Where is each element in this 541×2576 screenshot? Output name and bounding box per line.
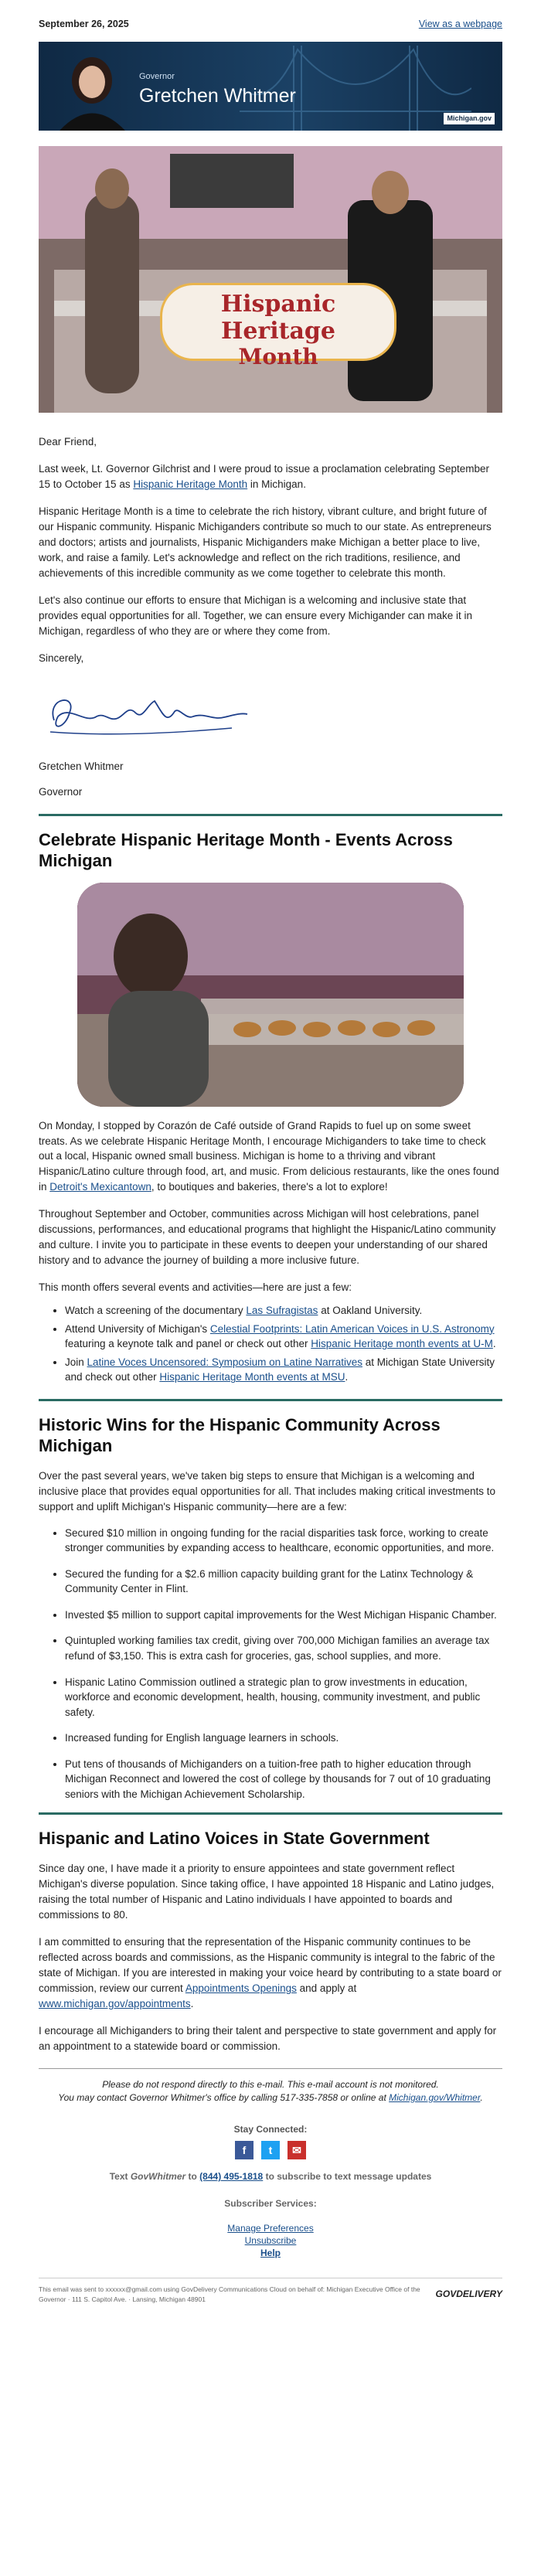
michigan-logo: Michigan.gov	[444, 113, 495, 124]
events-paragraph-3: This month offers several events and activities—here are just a few:	[39, 1281, 352, 1294]
whitmer-website-link[interactable]: Michigan.gov/Whitmer	[389, 2091, 481, 2103]
governor-label: Governor	[139, 72, 175, 82]
signature-image	[39, 689, 502, 744]
list-item: • Secured the funding for a $2.6 million capacity building grant for the Latinx Technology & Community Center in Flint.	[65, 1567, 502, 1597]
list-item: • Join Latine Voces Uncensored: Symposium on Latine Narratives at Michigan State University and check out other Hispanic Heritage Month events at MSU.	[65, 1355, 502, 1385]
list-item: • Attend University of Michigan's Celestial Footprints: Latin American Voices in U.S. Astronomy featuring a keynote talk and panel or check out other Hispanic Heritage month events at U-M.	[65, 1322, 502, 1352]
text-number-link[interactable]: (844) 495-1818	[199, 2170, 264, 2182]
latine-voces-link[interactable]: Latine Voces Uncensored: Symposium on Latine Narratives	[87, 1356, 362, 1368]
appointments-url-link[interactable]: www.michigan.gov/appointments	[39, 1998, 191, 2010]
list-item: • Secured $10 million in ongoing funding for the racial disparities task force, working to create stronger communities by expanding access to healthcare, economic opportunities, and more.	[65, 1526, 502, 1556]
email-footer	[39, 2068, 502, 2304]
legal-bar	[39, 2278, 502, 2304]
list-item: • Invested $5 million to support capital improvements for the West Michigan Hispanic Chamber.	[65, 1608, 502, 1623]
events-paragraph-1: On Monday, I stopped by Corazón de Café outside of Grand Rapids to fuel up on some sweet treats. As we celebrate Hispanic Heritage Month, I encourage Michiganders to take time to check out a local, Hispanic owned small business. Michigan is home to a thriving and vibrant Hispanic/Latino culture through food, art, and music. From delicious restaurants, like the ones found in Detroit's Mexicantown, to boutiques and bakeries, there's a lot to explore!	[39, 1119, 499, 1193]
section-divider	[39, 1812, 502, 1815]
top-bar	[0, 0, 541, 37]
las-sufragistas-link[interactable]: Las Sufragistas	[246, 1305, 318, 1317]
governor-banner	[39, 42, 502, 131]
hispanic-heritage-month-link[interactable]: Hispanic Heritage Month	[133, 478, 248, 491]
list-item: • Put tens of thousands of Michiganders on a tuition-free path to higher education through Michigan Reconnect and lowered the cost of college by thousands for 7 out of 10 graduating seniors with the Michigan Achievement Scholarship.	[65, 1757, 502, 1802]
appointments-openings-link[interactable]: Appointments Openings	[185, 1982, 297, 1995]
list-item: • Increased funding for English language learners in schools.	[65, 1730, 502, 1746]
list-item: • Watch a screening of the documentary Las Sufragistas at Oakland University.	[65, 1303, 502, 1319]
voices-paragraph-2: I am committed to ensuring that the representation of the Hispanic community continues to be reflected across boards and commissions, as the Hispanic community is integral to the fabric of the state of Michigan. If you are interested in making your voice heard by contributing to a state board or commission, review our current Appointments Openings and apply at www.michigan.gov/appointments.	[39, 1936, 502, 2010]
social-links	[39, 2141, 502, 2159]
facebook-icon[interactable]: f	[235, 2141, 253, 2159]
wins-heading: Historic Wins for the Hispanic Community Across Michigan	[39, 1415, 441, 1455]
governor-portrait	[56, 49, 129, 131]
legal-text: This email was sent to xxxxxx@gmail.com using GovDelivery Communications Cloud on behalf of: Michigan Executive Office of the Governor · 111 S. Capitol Ave. · Lansing, Michigan 48901	[39, 2285, 420, 2303]
twitter-icon[interactable]: t	[261, 2141, 280, 2159]
events-paragraph-2: Throughout September and October, communities across Michigan will host celebrations, panel discussions, performances, and educational programs that highlight the Hispanic/Latino community and culture. I invite you to participate in these events to deepen your understanding of our shared history and to advance the journey of building a more inclusive future.	[39, 1208, 496, 1267]
letter-paragraph-1: Last week, Lt. Governor Gilchrist and I were proud to issue a proclamation celebrating September 15 to October 15 as Hispanic Heritage Month in Michigan.	[39, 463, 490, 491]
cafe-visit-illustration	[77, 883, 464, 1107]
signature-drawing	[39, 689, 255, 744]
signer-title: Governor	[39, 786, 83, 798]
cafe-visit-photo	[77, 883, 464, 1107]
events-heading: Celebrate Hispanic Heritage Month - Events Across Michigan	[39, 829, 453, 870]
msu-events-link[interactable]: Hispanic Heritage Month events at MSU	[159, 1371, 345, 1383]
contact-note: You may contact Governor Whitmer's office by calling 517-335-7858 or online at Michigan.gov/Whitmer.	[58, 2091, 483, 2103]
view-as-webpage-link[interactable]: View as a webpage	[418, 19, 502, 29]
governor-name: Gretchen Whitmer	[139, 85, 296, 107]
help-link[interactable]: Help	[260, 2248, 281, 2259]
email-icon[interactable]: ✉	[288, 2141, 306, 2159]
signer-name: Gretchen Whitmer	[39, 760, 124, 772]
letter-paragraph-3: Let's also continue our efforts to ensure that Michigan is a welcoming and inclusive state that provides equal opportunities for all. Together, we can ensure every Michigander can make it in Michigan, regardless of who they are or where they come from.	[39, 594, 473, 637]
unsubscribe-link[interactable]: Unsubscribe	[244, 2234, 297, 2246]
manage-preferences-link[interactable]: Manage Preferences	[227, 2222, 314, 2234]
list-item: • Hispanic Latino Commission outlined a strategic plan to grow investments in education, workforce and economic development, health, housing, community investment, and public safety.	[65, 1675, 502, 1720]
hero-photo-illustration	[39, 146, 502, 413]
text-keyword: GovWhitmer	[130, 2170, 186, 2182]
voices-heading: Hispanic and Latino Voices in State Government	[39, 1829, 430, 1849]
text-subscribe-line: Text GovWhitmer to (844) 495-1818 to subscribe to text message updates	[109, 2170, 432, 2182]
wins-list	[65, 1526, 502, 1802]
email-body	[0, 434, 541, 2304]
wins-intro: Over the past several years, we've taken big steps to ensure that Michigan is a welcoming and inclusive place that provides equal opportunities for all. That includes making critical investments to support and uplift Michigan's Hispanic community—here are a few:	[39, 1469, 496, 1513]
subscriber-services-label: Subscriber Services:	[224, 2198, 317, 2210]
email-date: September 26, 2025	[39, 19, 129, 29]
um-events-link[interactable]: Hispanic Heritage month events at U-M	[311, 1338, 493, 1350]
hispanic-heritage-month-badge	[162, 285, 394, 370]
events-list	[65, 1303, 502, 1385]
list-item: • Quintupled working families tax credit, giving over 700,000 Michigan families an average tax refund of $3,150. This is extra cash for groceries, gas, school supplies, and more.	[65, 1633, 502, 1663]
subscriber-links	[39, 2222, 502, 2260]
badge-line-2: Month	[238, 344, 318, 370]
letter-paragraph-2: Hispanic Heritage Month is a time to celebrate the rich history, vibrant culture, and bright future of our Hispanic community. Hispanic Michiganders contribute so much to our state. As entrepreneurs and doctors; artists and journalists, Hispanic Michiganders make Michigan a better place to live, work, and raise a family. Let's acknowledge and reflect on the rich traditions, resilience, and achievements of this incredible community as we come together to celebrate this month.	[39, 505, 492, 579]
do-not-reply-note: Please do not respond directly to this e-mail. This e-mail account is not monitored.	[102, 2078, 439, 2090]
hero-photo	[39, 146, 502, 413]
voices-paragraph-1: Since day one, I have made it a priority to ensure appointees and state government reflect Michigan's diverse population. Since taking office, I have appointed 18 Hispanic and Latino judges, raising the total number of Hispanic and Latino individuals I have appointed to boards and commissions to 80.	[39, 1863, 495, 1921]
govdelivery-logo: GOVDELIVERY	[435, 2288, 502, 2299]
section-divider	[39, 814, 502, 816]
greeting: Dear Friend,	[39, 436, 97, 448]
detroit-mexicantown-link[interactable]: Detroit's Mexicantown	[49, 1181, 151, 1193]
badge-line-1: Hispanic Heritage	[220, 291, 336, 345]
voices-paragraph-3: I encourage all Michiganders to bring their talent and perspective to state government and apply for an appointment to a statewide board or commission.	[39, 2025, 497, 2052]
celestial-footprints-link[interactable]: Celestial Footprints: Latin American Voices in U.S. Astronomy	[209, 1322, 495, 1335]
section-divider	[39, 1399, 502, 1401]
stay-connected-label: Stay Connected:	[233, 2123, 308, 2135]
closing: Sincerely,	[39, 652, 84, 664]
